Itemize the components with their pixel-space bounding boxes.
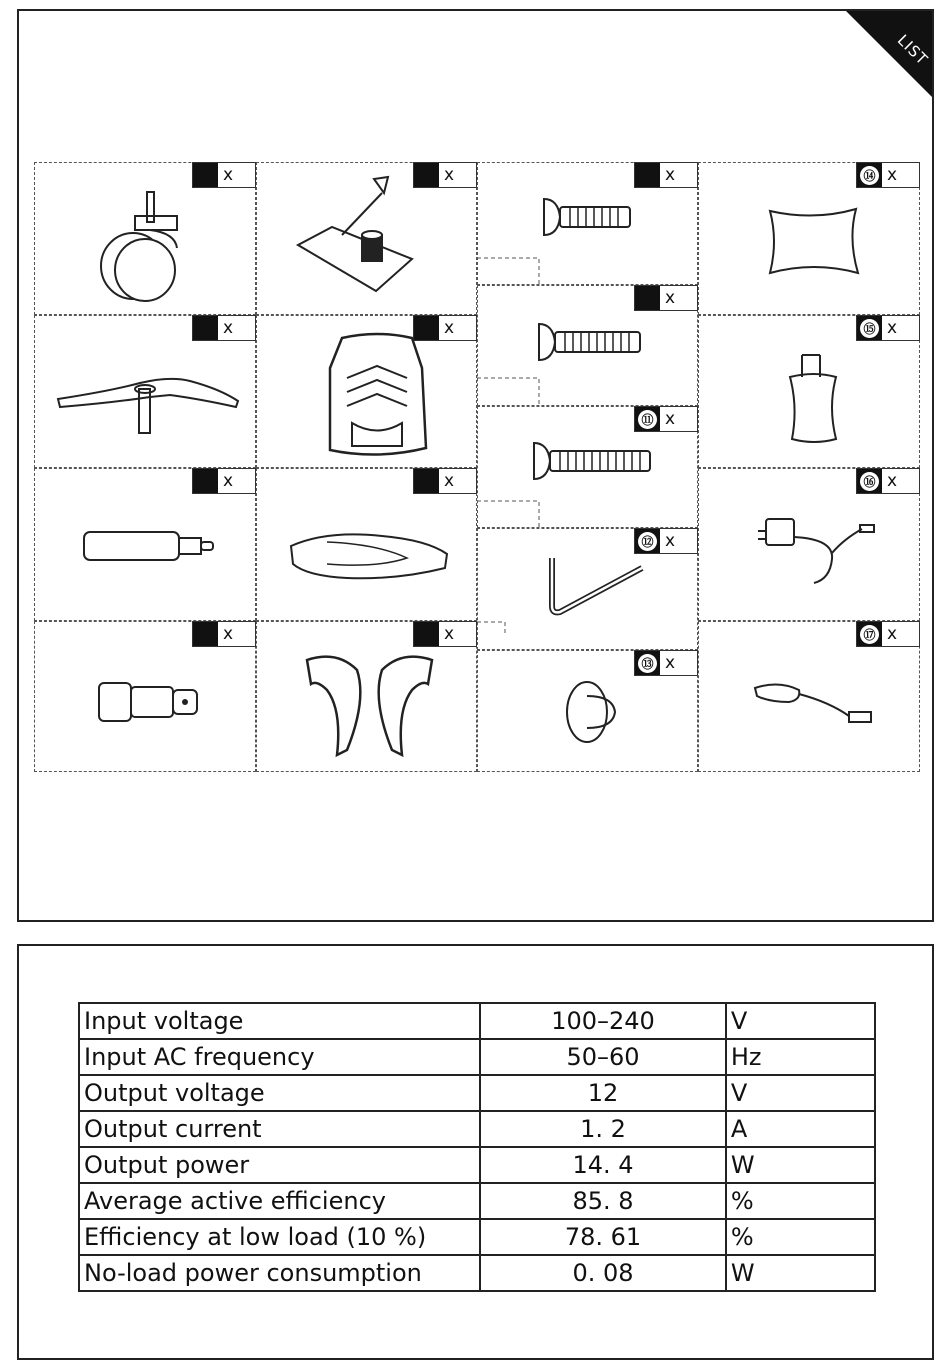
spec-value: 14. 4 xyxy=(480,1147,726,1183)
part-number: ⑬ xyxy=(638,654,657,673)
lumbar-pillow-icon xyxy=(784,351,844,446)
qty-tag xyxy=(634,162,698,188)
spec-label: Output voltage xyxy=(79,1075,480,1111)
table-row xyxy=(79,1255,875,1291)
spec-unit: V xyxy=(726,1003,875,1039)
controller-icon xyxy=(749,672,879,727)
qty-tag xyxy=(634,285,698,311)
spec-value: 1. 2 xyxy=(480,1111,726,1147)
qty-marker: x xyxy=(887,165,898,185)
part-number: ⑮ xyxy=(860,319,879,338)
spec-table xyxy=(78,1002,876,1292)
part-cell-caster xyxy=(34,162,256,315)
spec-label: Output current xyxy=(79,1111,480,1147)
power-adapter-icon xyxy=(744,509,879,589)
bolt-medium-icon xyxy=(533,320,648,365)
part-cell-armrests xyxy=(256,621,477,772)
qty-marker: x xyxy=(223,471,234,491)
qty-tag xyxy=(634,528,698,554)
part-number: ⑯ xyxy=(860,472,879,491)
spec-unit: V xyxy=(726,1075,875,1111)
qty-marker: x xyxy=(444,318,455,338)
spec-value: 50–60 xyxy=(480,1039,726,1075)
spec-unit: % xyxy=(726,1183,875,1219)
spec-value: 0. 08 xyxy=(480,1255,726,1291)
spec-panel xyxy=(17,944,934,1360)
qty-tag xyxy=(192,621,256,647)
qty-marker: x xyxy=(665,165,676,185)
table-row xyxy=(79,1003,875,1039)
spec-unit: % xyxy=(726,1219,875,1255)
part-number: ⑫ xyxy=(638,532,657,551)
part-cell-gas-lift xyxy=(34,468,256,621)
qty-marker: x xyxy=(444,624,455,644)
qty-tag xyxy=(856,468,920,494)
part-cell-gas-lift-cover xyxy=(34,621,256,772)
spec-value: 78. 61 xyxy=(480,1219,726,1255)
qty-tag xyxy=(192,468,256,494)
spec-label: Average active efficiency xyxy=(79,1183,480,1219)
qty-tag xyxy=(856,162,920,188)
table-row xyxy=(79,1039,875,1075)
part-cell-controller xyxy=(698,621,920,772)
qty-tag xyxy=(856,315,920,341)
qty-marker: x xyxy=(223,165,234,185)
qty-tag xyxy=(192,162,256,188)
bolt-long-icon xyxy=(528,439,658,484)
allen-key-icon xyxy=(538,554,648,624)
part-cell-seat-mechanism xyxy=(256,162,477,315)
part-cell-base xyxy=(34,315,256,468)
spec-unit: A xyxy=(726,1111,875,1147)
seat-mechanism-icon xyxy=(292,173,432,303)
qty-tag xyxy=(856,621,920,647)
spec-unit: Hz xyxy=(726,1039,875,1075)
parts-list-panel xyxy=(17,9,934,922)
spec-unit: W xyxy=(726,1255,875,1291)
part-cell-seat-cushion xyxy=(256,468,477,621)
qty-tag xyxy=(413,621,477,647)
part-cell-headrest-pillow xyxy=(698,162,920,315)
spec-label: Input voltage xyxy=(79,1003,480,1039)
table-row xyxy=(79,1075,875,1111)
qty-marker: x xyxy=(223,624,234,644)
backrest-icon xyxy=(322,328,432,463)
qty-tag xyxy=(192,315,256,341)
part-cell-power-adapter xyxy=(698,468,920,621)
bolt-short-icon xyxy=(538,195,638,240)
qty-marker: x xyxy=(665,653,676,673)
armrests-icon xyxy=(297,650,442,765)
gas-lift-cover-icon xyxy=(95,677,205,727)
qty-marker: x xyxy=(665,288,676,308)
spec-label: Output power xyxy=(79,1147,480,1183)
qty-marker: x xyxy=(444,471,455,491)
qty-marker: x xyxy=(665,409,676,429)
part-number: ⑭ xyxy=(860,166,879,185)
part-number: ⑪ xyxy=(638,410,657,429)
qty-marker: x xyxy=(665,531,676,551)
gas-lift-icon xyxy=(80,524,220,569)
caster-icon xyxy=(95,188,195,303)
qty-marker: x xyxy=(223,318,234,338)
seat-cushion-icon xyxy=(287,524,452,584)
dashed-connectors xyxy=(477,256,547,636)
part-cell-lumbar-pillow xyxy=(698,315,920,468)
qty-marker: x xyxy=(887,624,898,644)
part-cell-backrest xyxy=(256,315,477,468)
headrest-pillow-icon xyxy=(764,203,864,278)
corner-label: LIST xyxy=(893,31,932,69)
spec-value: 12 xyxy=(480,1075,726,1111)
spec-value: 100–240 xyxy=(480,1003,726,1039)
qty-tag xyxy=(413,468,477,494)
table-row xyxy=(79,1219,875,1255)
qty-marker: x xyxy=(887,471,898,491)
qty-tag xyxy=(634,406,698,432)
base-icon xyxy=(50,361,245,441)
spec-label: No-load power consumption xyxy=(79,1255,480,1291)
knob-icon xyxy=(563,676,623,746)
table-row xyxy=(79,1183,875,1219)
part-number: ⑰ xyxy=(860,625,879,644)
qty-marker: x xyxy=(887,318,898,338)
spec-label: Efficiency at low load (10 %) xyxy=(79,1219,480,1255)
table-row xyxy=(79,1111,875,1147)
part-cell-knob xyxy=(477,650,698,772)
spec-value: 85. 8 xyxy=(480,1183,726,1219)
qty-tag xyxy=(634,650,698,676)
spec-unit: W xyxy=(726,1147,875,1183)
table-row xyxy=(79,1147,875,1183)
spec-label: Input AC frequency xyxy=(79,1039,480,1075)
qty-marker: x xyxy=(444,165,455,185)
